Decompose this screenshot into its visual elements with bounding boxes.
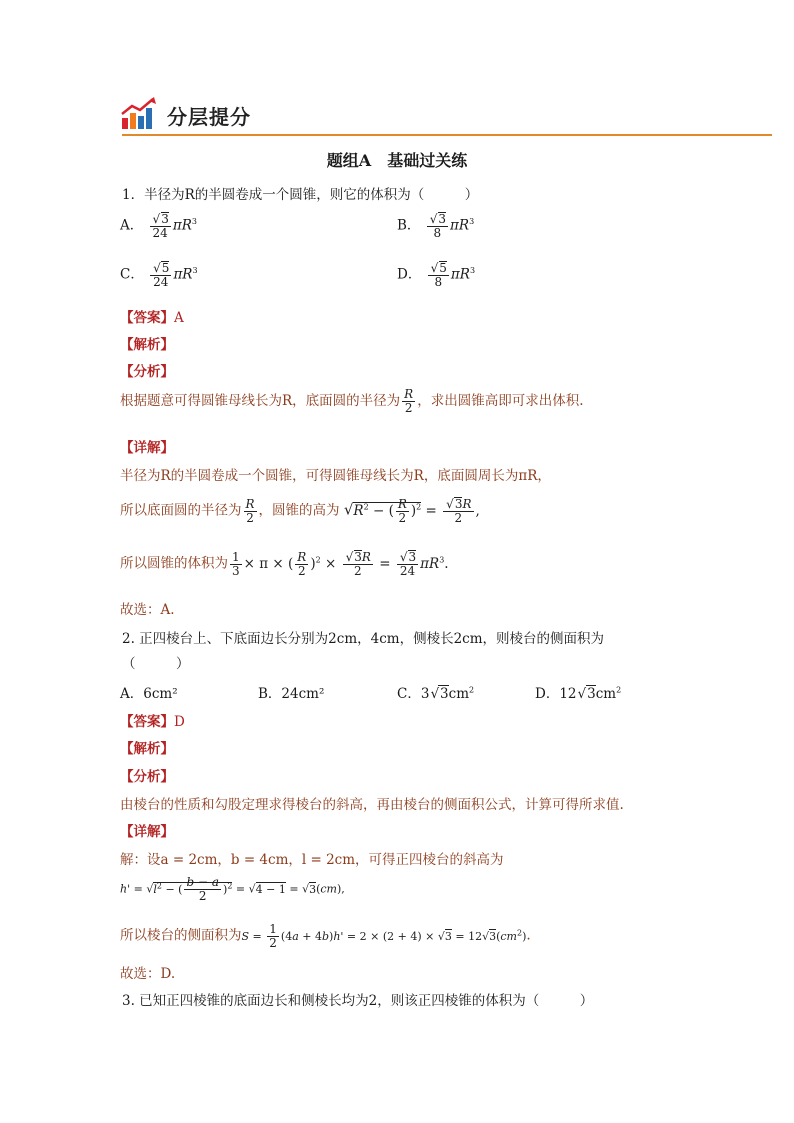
q2-stem-line-1: 2. 正四棱台上、下底面边长分别为2cm，4cm，侧棱长2cm，则棱台的侧面积为 [122,631,605,647]
group-title: 题组A 基础过关练 [326,151,468,170]
q2-option-b: B．24cm² [258,686,325,702]
q1-option-c: C． √ $\frac{5}{24}$ $\pi R^3$ [120,261,198,289]
q1-option-a: A． √ $\frac{3}{24}$ $\pi R^3$ [120,212,197,240]
q1-option-d: D． √ $\frac{5}{8}$ $\pi R^3$ [397,261,475,289]
q2-fenxi-text: 由棱台的性质和勾股定理求得棱台的斜高，再由棱台的侧面积公式，计算可得所求值. [120,797,624,813]
q1-detail-1: 半径为R的半圆卷成一个圆锥，可得圆锥母线长为R，底面圆周长为πR， [120,468,551,484]
q1-fenxi-label: 【分析】 [120,364,174,380]
q1-detail-2: 所以底面圆的半径为 $\frac{R}{2}$ ，圆锥的高为 $√R^2$ − ( $\frac{R}{2}$ )$^2$ = √ $\frac{3R}{2}$ , [120,497,480,525]
q1-analysis-label: 【解析】 [120,337,174,353]
q2-fenxi-label: 【分析】 [120,769,174,785]
q1-detail-label: 【详解】 [120,440,174,456]
q2-detail-label: 【详解】 [120,824,174,840]
header-divider [122,134,772,136]
q1-stem: 1．半径为R的半圆卷成一个圆锥，则它的体积为（ ） [122,187,479,203]
logo-chart-icon [120,96,158,130]
q1-detail-3: 所以圆锥的体积为 $\frac{1}{3}$ × π × ( $\frac{R}{2}$ )$^2$ × √ $\frac{3R}{2}$ = √ $\frac{3}{24}$ $\pi R^3$. [120,550,449,578]
q2-detail-1: 解：设a = 2cm，b = 4cm，l = 2cm，可得正四棱台的斜高为 [120,852,504,868]
q2-analysis-label: 【解析】 [120,741,174,757]
q2-detail-2: $h' = √l^2$ − ( $\frac{b - a}{2}$ )$^2$ = √4 − 1 = √3(cm), [120,875,345,903]
q2-stem-line-2: （ ） [122,656,190,672]
q2-answer: 【答案】D [120,714,185,730]
q2-option-d: D．12√ $3cm^2$ [535,682,621,702]
q3-stem: 3. 已知正四棱锥的底面边长和侧棱长均为2，则该正四棱锥的体积为（ ） [122,993,594,1009]
q2-conclusion: 故选：D. [120,966,176,982]
header-title: 分层提分 [167,105,251,129]
q2-detail-3: 所以棱台的侧面积为S = $\frac{1}{2}$ $(4a + 4b)h' = 2 \times (2 + 4) \times √3 = 12√3(cm^2)$. [120,922,531,950]
q1-answer: 【答案】A [120,310,184,326]
q2-option-c: C．3√ $3cm^2$ [397,682,474,702]
q2-option-a: A．6cm² [120,686,178,702]
q1-fenxi-text: 根据题意可得圆锥母线长为R，底面圆的半径为 $\frac{R}{2}$ ，求出圆锥高即可求出体积. [120,387,584,415]
q1-option-b: B． √ $\frac{3}{8}$ $\pi R^3$ [397,212,474,240]
q1-conclusion: 故选：A. [120,602,175,618]
